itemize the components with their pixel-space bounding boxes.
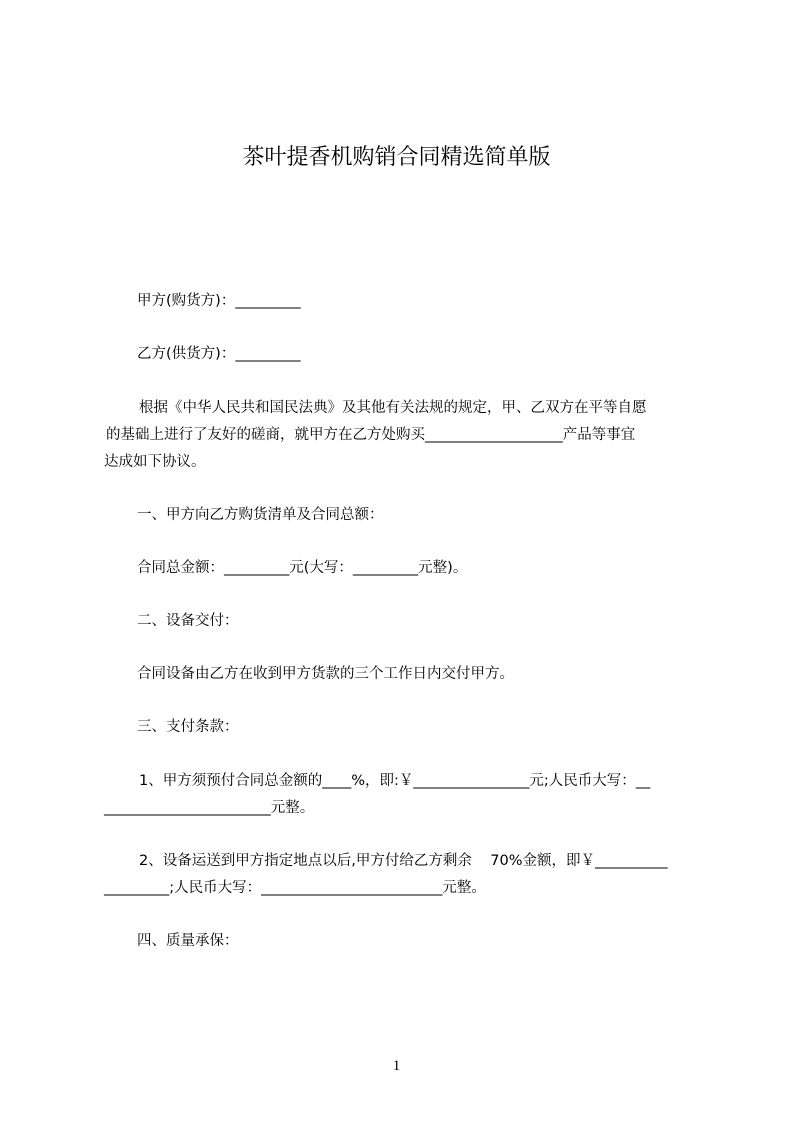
party-a-line: 甲方(购货方)：_________ bbox=[137, 293, 301, 309]
preamble-line-2: 的基础上进行了友好的磋商，就甲方在乙方处购买___________________产品等事宜 bbox=[106, 427, 636, 443]
payment-2-line-1: 2、设备运送到甲方指定地点以后,甲方付给乙方剩余 70%金额，即￥__________ bbox=[139, 853, 668, 869]
payment-1-line-1: 1、甲方须预付合同总金额的____%，即:￥________________元;人民币大写：__ bbox=[139, 773, 651, 789]
party-b-line: 乙方(供货方)：_________ bbox=[137, 346, 301, 362]
preamble-line-3: 达成如下协议。 bbox=[104, 454, 206, 470]
page-number: 1 bbox=[392, 1058, 401, 1074]
payment-2-line-2: _________;人民币大写：_________________________元整。 bbox=[104, 880, 486, 896]
section-3-heading: 三、支付条款： bbox=[137, 719, 239, 735]
section-2-heading: 二、设备交付： bbox=[137, 613, 239, 629]
payment-1-line-2: _______________________元整。 bbox=[104, 800, 315, 816]
section-4-heading: 四、质量承保： bbox=[137, 933, 239, 949]
section-1-heading: 一、甲方向乙方购货清单及合同总额： bbox=[137, 507, 384, 523]
delivery-line: 合同设备由乙方在收到甲方货款的三个工作日内交付甲方。 bbox=[137, 666, 514, 682]
total-amount-line: 合同总金额：_________元(大写：_________元整)。 bbox=[137, 560, 468, 576]
document-title: 茶叶提香机购销合同精选简单版 bbox=[242, 145, 551, 170]
preamble-line-1: 根据《中华人民共和国民法典》及其他有关法规的规定，甲、乙双方在平等自愿 bbox=[139, 400, 647, 416]
